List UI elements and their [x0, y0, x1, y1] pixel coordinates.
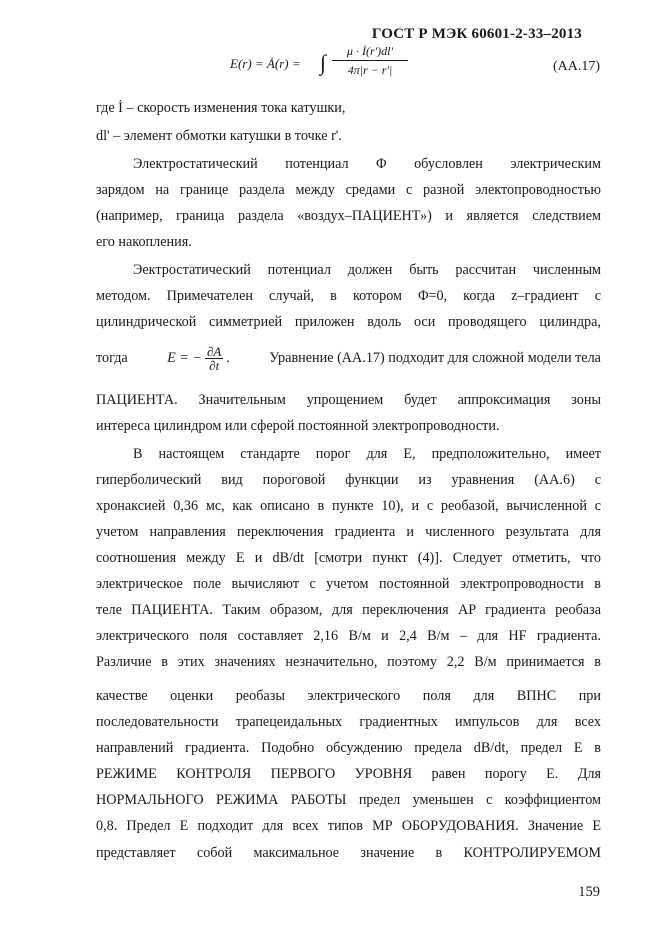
text-line: ПАЦИЕНТА. Значительным упрощением будет аппроксимация зоны [96, 392, 601, 408]
page-number: 159 [578, 884, 600, 900]
text-line: хронаксией 0,36 мс, как описано в пункте 10), и с реобазой, вычисленной с [96, 498, 601, 514]
text-line: представляет собой максимальное значение в КОНТРОЛИРУЕМОМ [96, 845, 601, 861]
text-line: НОРМАЛЬНОГО РЕЖИМА РАБОТЫ предел уменьшен с коэффициентом [96, 792, 601, 808]
text-line: цилиндрической симметрией приложен вдоль оси проводящего цилиндра, [96, 314, 601, 330]
text-line: Различие в этих значениях незначительно, поэтому 2,2 В/м принимается в [96, 654, 601, 670]
text-line: качестве оценки реобазы электрического поля для ВПНС при [96, 688, 601, 704]
inline-fraction-den: ∂t [209, 358, 220, 373]
text-line: 0,8. Предел E подходит для всех типов МР ОБОРУДОВАНИЯ. Значение E [96, 818, 601, 834]
text-line: электрическое поле вычисляют с учетом постоянной электропроводности в [96, 576, 601, 592]
text-line: учетом направления переключения градиента и численного результата для [96, 524, 601, 540]
text-fragment: тогда [96, 350, 128, 367]
equation-lhs: E(r) = Ȧ(r) = [230, 56, 301, 71]
inline-formula-lhs: E = − [167, 350, 202, 367]
text-line: последовательности трапецеидальных градиентных импульсов для всех [96, 714, 601, 730]
text-line: В настоящем стандарте порог для E, предположительно, имеет [133, 446, 601, 462]
equation-numerator: μ · İ(r')dl' [332, 44, 408, 61]
text-line: гиперболический вид пороговой функции из уравнения (АА.6) с [96, 472, 601, 488]
text-line: направлений градиента. Подобно обсуждению предела dB/dt, предел E в [96, 740, 601, 756]
text-fragment: Уравнение (АА.17) подходит для сложной модели тела [269, 350, 601, 367]
text-line: методом. Примечателен случай, в котором Φ=0, когда z–градиент с [96, 288, 601, 304]
inline-fraction-num: ∂A [207, 344, 222, 359]
text-line: Эектростатический потенциал должен быть рассчитан численным [133, 262, 601, 278]
equation-fraction [332, 44, 408, 78]
document-header: ГОСТ Р МЭК 60601-2-33–2013 [371, 26, 582, 42]
integral-sign: ∫ [320, 50, 327, 75]
text-line: где İ – скорость изменения тока катушки, [96, 100, 346, 116]
text-line: соотношения между E и dB/dt [смотри пункт (4)]. Следует отметить, что [96, 550, 601, 566]
text-line: dl' – элемент обмотки катушки в точке r'. [96, 128, 342, 144]
text-line: теле ПАЦИЕНТА. Таким образом, для переключения AP градиента реобаза [96, 602, 601, 618]
inline-formula: E = − $\frac{\partial A}{\partial t}$ . [167, 344, 230, 373]
text-line: его накопления. [96, 234, 192, 250]
equation-denominator: 4π|r − r'| [347, 63, 393, 77]
text-line: (например, граница раздела «воздух–ПАЦИЕНТ») и является следствием [96, 208, 601, 224]
text-line: зарядом на границе раздела между средами с разной электопроводностью [96, 182, 601, 198]
equation-number: (АА.17) [552, 59, 600, 74]
equation-aa17 [228, 44, 408, 88]
inline-fraction [205, 345, 223, 372]
text-line-with-formula [96, 345, 601, 372]
text-line: РЕЖИМЕ КОНТРОЛЯ ПЕРВОГО УРОВНЯ равен порогу E. Для [96, 766, 601, 782]
text-line: интереса цилиндром или сферой постоянной электропроводности. [96, 418, 500, 434]
text-line: Электростатический потенциал Φ обусловлен электрическим [133, 156, 601, 172]
text-line: электрического поля составляет 2,16 В/м и 2,4 В/м – для HF градиента. [96, 628, 601, 644]
